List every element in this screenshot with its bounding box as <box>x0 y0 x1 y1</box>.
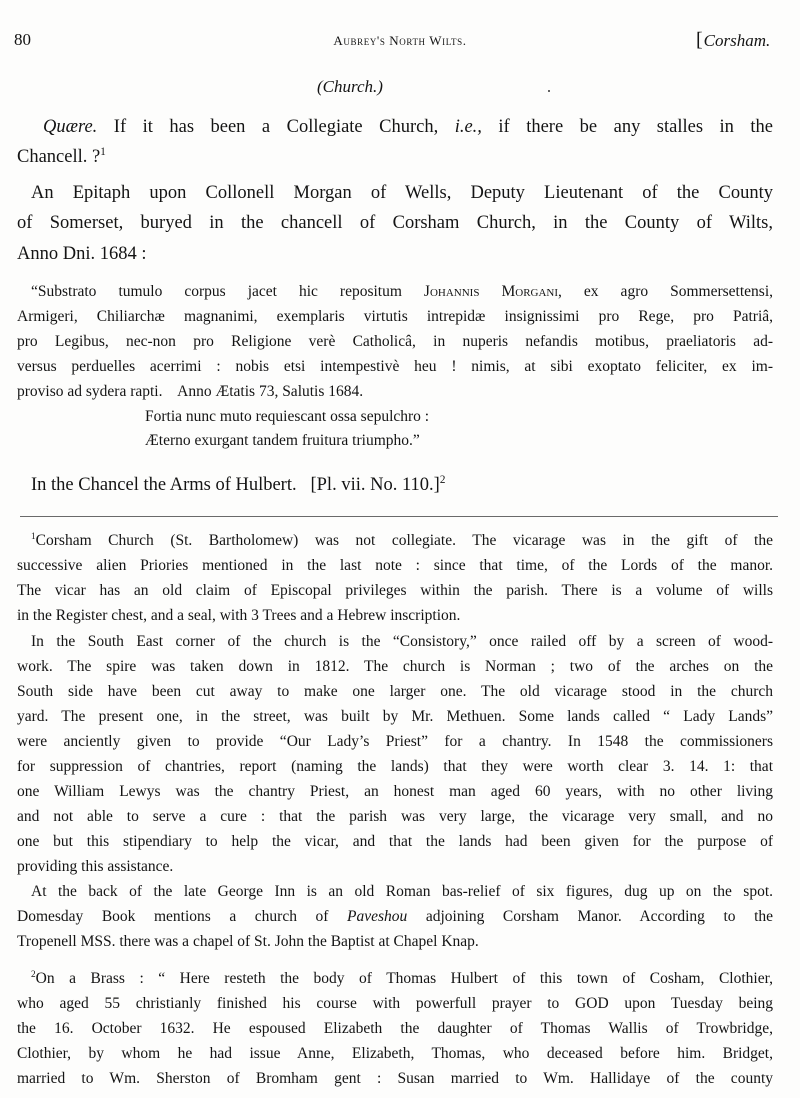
footnote-2-line-2: who aged 55 christianly finished his course with powerfull prayer to GOD upon Tuesday being <box>17 995 773 1012</box>
arms-line <box>31 475 445 496</box>
epitaph-verse-1: Fortia nunc muto requiescant ossa sepulchro : <box>145 408 430 425</box>
footnote-text: Corsham Church (St. Bartholomew) was not collegiate. The vicarage was in the gift of the <box>35 532 773 549</box>
quaere-label: Quære. <box>43 117 98 137</box>
page-number: 80 <box>14 30 31 49</box>
footnote-1-p2-line-1: In the South East corner of the church is the “Consistory,” once railed off by a screen of wood- <box>31 633 773 650</box>
footnote-1-line-1 <box>31 532 773 550</box>
footnote-ref-2[interactable]: 2 <box>439 473 446 486</box>
footnote-italic-place: Paveshou <box>347 908 408 925</box>
footnote-1-p2-line-8: and not able to serve a cure : that the parish was very large, the vicarage very small, and no <box>17 808 773 825</box>
section-name: Corsham. <box>703 31 771 50</box>
footnote-1-line-4: in the Register chest, and a seal, with 3 Trees and a Hebrew inscription. <box>17 607 461 624</box>
footnote-ref-1[interactable]: 1 <box>100 145 106 158</box>
footnote-1-p2-line-2: work. The spire was taken down in 1812. The church is Norman ; two of the arches on the <box>17 658 773 675</box>
quaere-ie: i.e., <box>454 117 482 137</box>
footnote-2-line-3: the 16. October 1632. He espoused Elizabeth the daughter of Thomas Wallis of Trowbridge, <box>17 1020 773 1037</box>
footnote-1-line-2: successive alien Priories mentioned in the last note : since that time, of the Lords of the manor. <box>17 557 773 574</box>
section-bracket: [ <box>696 29 703 51</box>
footnote-1-marker: 1 <box>31 531 36 542</box>
footnote-1-p3-line-2 <box>17 908 773 926</box>
epitaph-text-end: ex agro Sommersettensi, <box>583 283 774 300</box>
footnote-1-p2-line-6: for suppression of chantries, report (naming the lands) that they were worth clear 3. 14. 1: that <box>17 758 773 775</box>
section-title <box>696 29 770 52</box>
running-title: Aubrey's North Wilts. <box>333 33 467 48</box>
footnote-divider <box>20 516 778 517</box>
footnote-1-p2-line-5: were anciently given to provide “Our Lady’s Priest” for a chantry. In 1548 the commissioners <box>17 733 773 750</box>
print-speck <box>548 90 550 92</box>
footnote-2-line-4: Clothier, by whom he had issue Anne, Elizabeth, Thomas, who deceased before him. Bridget, <box>17 1045 773 1062</box>
epitaph-line-3: pro Legibus, nec-non pro Religione verè Catholicâ, in nuperis nefandis motibus, praeliatoris ad- <box>17 333 773 350</box>
epitaph-line-4: versus perduelles acerrimi : nobis etsi intempestivè heu ! nimis, at sibi exoptato feliciter, ex im- <box>17 358 773 375</box>
epitaph-line-5: proviso ad sydera rapti. Anno Ætatis 73, Salutis 1684. <box>17 383 364 400</box>
footnote-1-p2-line-9: one but this stipendiary to help the vicar, and that the lands had been given for the purpose of <box>17 833 773 850</box>
subheading: (Church.) <box>317 77 383 96</box>
quaere-chancell: Chancell. ? <box>17 147 101 167</box>
quaere-line-1 <box>43 117 773 138</box>
epitaph-text: “Substrato tumulo corpus jacet hic repositum <box>31 283 402 300</box>
footnote-1-p2-line-10: providing this assistance. <box>17 858 174 875</box>
footnote-1-line-3: The vicar has an old claim of Episcopal privileges within the parish. There is a volume of wills <box>17 582 773 599</box>
footnote-text: Domesday Book mentions a church of <box>17 908 329 925</box>
footnote-text: On a Brass : “ Here resteth the body of Thomas Hulbert of this town of Cosham, Clothier, <box>35 970 773 987</box>
epitaph-verse-2: Æterno exurgant tandem fruitura triumpho.” <box>145 432 420 449</box>
footnote-2-line-1 <box>31 970 773 988</box>
footnote-1-p2-line-3: South side have been cut away to make one larger one. The old vicarage stood in the church <box>17 683 773 700</box>
footnote-2-line-5: married to Wm. Sherston of Bromham gent : Susan married to Wm. Hallidaye of the county <box>17 1070 773 1087</box>
footnote-1-p3-line-3: Tropenell MSS. there was a chapel of St. John the Baptist at Chapel Knap. <box>17 933 479 950</box>
footnote-1-p2-line-7: one William Lewys was the chantry Priest, an honest man aged 60 years, with no other living <box>17 783 773 800</box>
epitaph-intro-line-3: Anno Dni. 1684 : <box>17 244 147 264</box>
quaere-text-end: if there be any stalles in the <box>498 117 773 137</box>
epitaph-intro-line-1: An Epitaph upon Collonell Morgan of Wells, Deputy Lieutenant of the County <box>31 183 773 203</box>
arms-text: In the Chancel the Arms of Hulbert. [Pl. vii. No. 110.] <box>31 475 440 495</box>
footnote-text-end: adjoining Corsham Manor. According to the <box>425 908 774 925</box>
footnote-1-p3-line-1: At the back of the late George Inn is an old Roman bas-relief of six figures, dug up on the spot. <box>31 883 773 900</box>
footnote-1-p2-line-4: yard. The present one, in the street, was built by Mr. Methuen. Some lands called “ Lady Lands” <box>17 708 773 725</box>
quaere-line-2 <box>17 147 106 168</box>
epitaph-line-1 <box>31 283 773 301</box>
epitaph-intro-line-2: of Somerset, buryed in the chancell of Corsham Church, in the County of Wilts, <box>17 213 773 233</box>
epitaph-name: Johannis Morgani, <box>423 283 562 300</box>
quaere-text: If it has been a Collegiate Church, <box>113 117 439 137</box>
footnote-2-marker: 2 <box>31 969 36 980</box>
epitaph-line-2: Armigeri, Chiliarchæ magnanimi, exemplaris virtutis intrepidæ insignissimi pro Rege, pro Patriâ, <box>17 308 773 325</box>
